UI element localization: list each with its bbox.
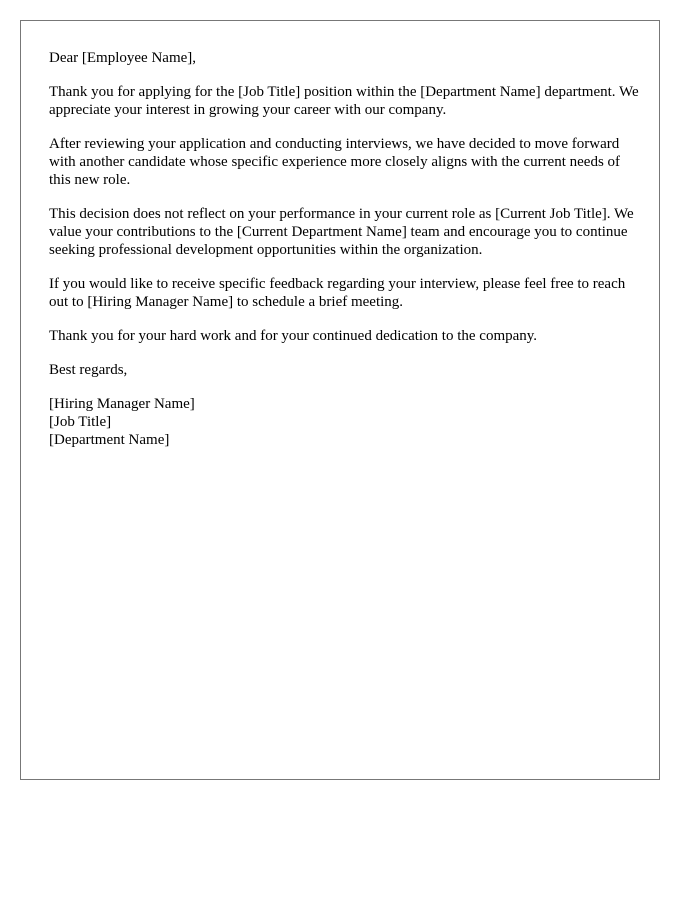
paragraph-feedback: If you would like to receive specific feedback regarding your interview, please feel free to reach out to [Hiring Manager Name] to schedule a brief meeting.	[49, 276, 626, 310]
letter-page	[20, 20, 660, 780]
letter-body	[49, 49, 639, 449]
paragraph-gratitude: Thank you for your hard work and for your continued dedication to the company.	[49, 328, 538, 344]
signature-title: [Job Title]	[49, 414, 112, 430]
paragraph-performance: This decision does not reflect on your performance in your current role as [Current Job Title]. We value your contributions to the [Current Department Name] team and encourage you to continue seeking professional development opportunities within the organization.	[49, 206, 634, 258]
paragraph-application-thanks: Thank you for applying for the [Job Title] position within the [Department Name] department. We appreciate your interest in growing your career with our company.	[49, 84, 639, 118]
closing: Best regards,	[49, 362, 128, 378]
signature-block	[49, 395, 639, 449]
signature-department: [Department Name]	[49, 432, 170, 448]
signature-name: [Hiring Manager Name]	[49, 396, 195, 412]
salutation: Dear [Employee Name],	[49, 50, 197, 66]
paragraph-decision: After reviewing your application and conducting interviews, we have decided to move forward with another candidate whose specific experience more closely aligns with the current needs of this new role.	[49, 136, 621, 188]
